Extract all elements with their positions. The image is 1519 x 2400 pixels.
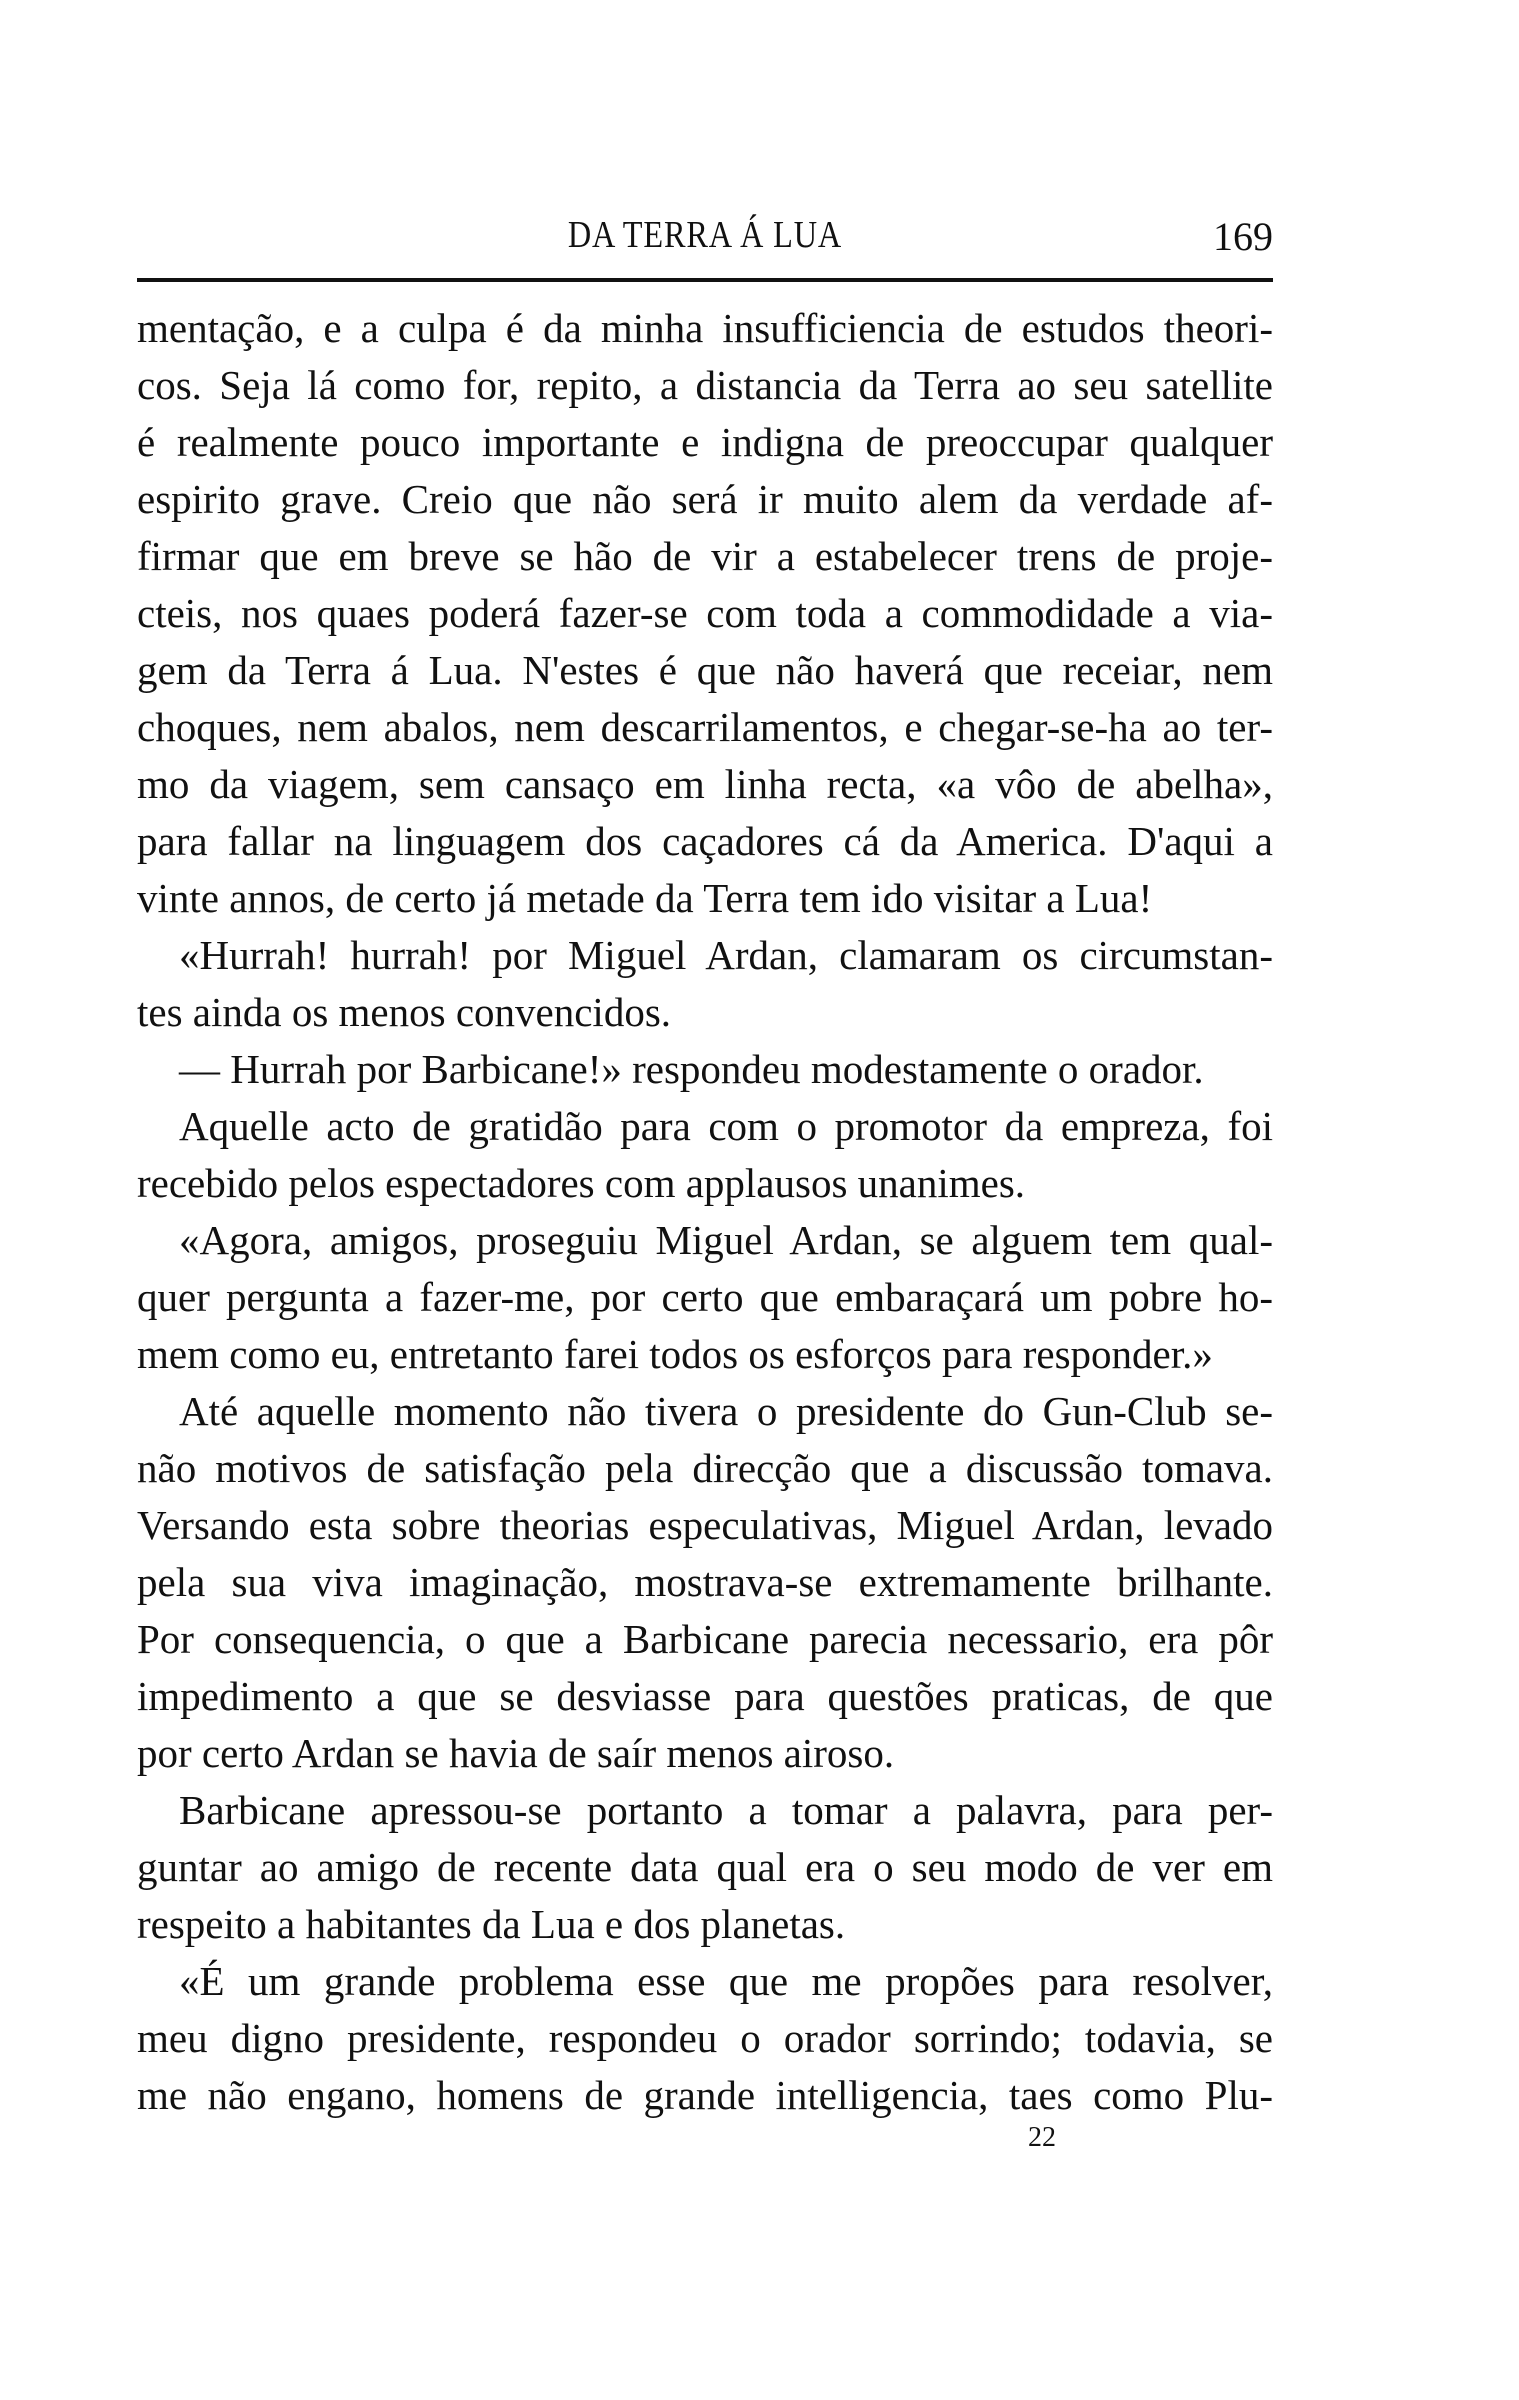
text-line (137, 1155, 1273, 1212)
text-line-content: mo da viagem, sem cansaço em linha recta, «a vôo de abelha», (137, 761, 1273, 807)
text-line-content: choques, nem abalos, nem descarrilamentos, e chegar-se-ha ao ter- (137, 704, 1273, 750)
text-line (137, 927, 1273, 984)
text-line-content: «É um grande problema esse que me propões para resolver, (179, 1958, 1273, 2004)
text-line (137, 300, 1273, 357)
text-line (137, 1212, 1273, 1269)
text-line-content: impedimento a que se desviasse para questões praticas, de que (137, 1673, 1273, 1719)
text-line (137, 528, 1273, 585)
text-line-content: para fallar na linguagem dos caçadores cá da America. D'aqui a (137, 818, 1273, 864)
text-line (137, 813, 1273, 870)
text-line-content: «Hurrah! hurrah! por Miguel Ardan, clamaram os circumstan- (179, 932, 1273, 978)
text-line (137, 1554, 1273, 1611)
text-line-content: meu digno presidente, respondeu o orador sorrindo; todavia, se (137, 2015, 1273, 2061)
text-line-content: por certo Ardan se havia de saír menos airoso. (137, 1730, 895, 1776)
text-line (137, 1440, 1273, 1497)
text-line-content: Barbicane apressou-se portanto a tomar a palavra, para per- (179, 1787, 1273, 1833)
text-line-content: guntar ao amigo de recente data qual era o seu modo de ver em (137, 1844, 1273, 1890)
text-line-content: gem da Terra á Lua. N'estes é que não haverá que receiar, nem (137, 647, 1273, 693)
text-line (137, 984, 1273, 1041)
running-head (137, 205, 1273, 265)
text-line (137, 1383, 1273, 1440)
text-line-content: respeito a habitantes da Lua e dos planetas. (137, 1901, 846, 1947)
text-line-content: cteis, nos quaes poderá fazer-se com toda a commodidade a via- (137, 590, 1273, 636)
text-line (137, 2067, 1273, 2124)
text-line-content: pela sua viva imaginação, mostrava-se extremamente brilhante. (137, 1559, 1273, 1605)
text-line-content: Aquelle acto de gratidão para com o promotor da empreza, foi (179, 1103, 1273, 1149)
signature-mark: 22 (1028, 2122, 1056, 2153)
text-line (137, 1269, 1273, 1326)
text-line (137, 1611, 1273, 1668)
text-line (137, 1725, 1273, 1782)
text-line (137, 1326, 1273, 1383)
text-line-content: espirito grave. Creio que não será ir muito alem da verdade af- (137, 476, 1273, 522)
text-line (137, 870, 1273, 927)
text-line (137, 1782, 1273, 1839)
text-line-content: mentação, e a culpa é da minha insufficiencia de estudos theori- (137, 305, 1273, 351)
text-line (137, 414, 1273, 471)
text-line (137, 642, 1273, 699)
header-rule (137, 278, 1273, 282)
text-line (137, 1041, 1273, 1098)
text-line (137, 1497, 1273, 1554)
text-line (137, 2010, 1273, 2067)
text-line-content: quer pergunta a fazer-me, por certo que embaraçará um pobre ho- (137, 1274, 1273, 1320)
page-number: 169 (1213, 214, 1273, 259)
text-line-content: Versando esta sobre theorias especulativas, Miguel Ardan, levado (137, 1502, 1273, 1548)
text-line (137, 699, 1273, 756)
text-line (137, 1668, 1273, 1725)
text-line (137, 1953, 1273, 2010)
text-line (137, 756, 1273, 813)
text-line (137, 357, 1273, 414)
text-line-content: «Agora, amigos, proseguiu Miguel Ardan, se alguem tem qual- (179, 1217, 1273, 1263)
text-line-content: é realmente pouco importante e indigna de preoccupar qualquer (137, 419, 1273, 465)
running-title: DA TERRA Á LUA (567, 214, 843, 256)
text-line-content: cos. Seja lá como for, repito, a distancia da Terra ao seu satellite (137, 362, 1273, 408)
text-line-content: me não engano, homens de grande intelligencia, taes como Plu- (137, 2072, 1273, 2118)
text-line (137, 1098, 1273, 1155)
text-line (137, 1839, 1273, 1896)
text-line-content: — Hurrah por Barbicane!» respondeu modestamente o orador. (179, 1046, 1204, 1092)
text-line-content: tes ainda os menos convencidos. (137, 989, 672, 1035)
text-line-content: Por consequencia, o que a Barbicane parecia necessario, era pôr (137, 1616, 1273, 1662)
text-line-content: mem como eu, entretanto farei todos os esforços para responder.» (137, 1331, 1213, 1377)
text-line (137, 585, 1273, 642)
text-line-content: firmar que em breve se hão de vir a estabelecer trens de proje- (137, 533, 1273, 579)
text-line-content: recebido pelos espectadores com applausos unanimes. (137, 1160, 1026, 1206)
text-line (137, 471, 1273, 528)
text-line-content: Até aquelle momento não tivera o presidente do Gun-Club se- (179, 1388, 1273, 1434)
text-line-content: não motivos de satisfação pela direcção que a discussão tomava. (137, 1445, 1273, 1491)
text-line (137, 1896, 1273, 1953)
text-line-content: vinte annos, de certo já metade da Terra tem ido visitar a Lua! (137, 875, 1153, 921)
body-text (137, 300, 1273, 2124)
